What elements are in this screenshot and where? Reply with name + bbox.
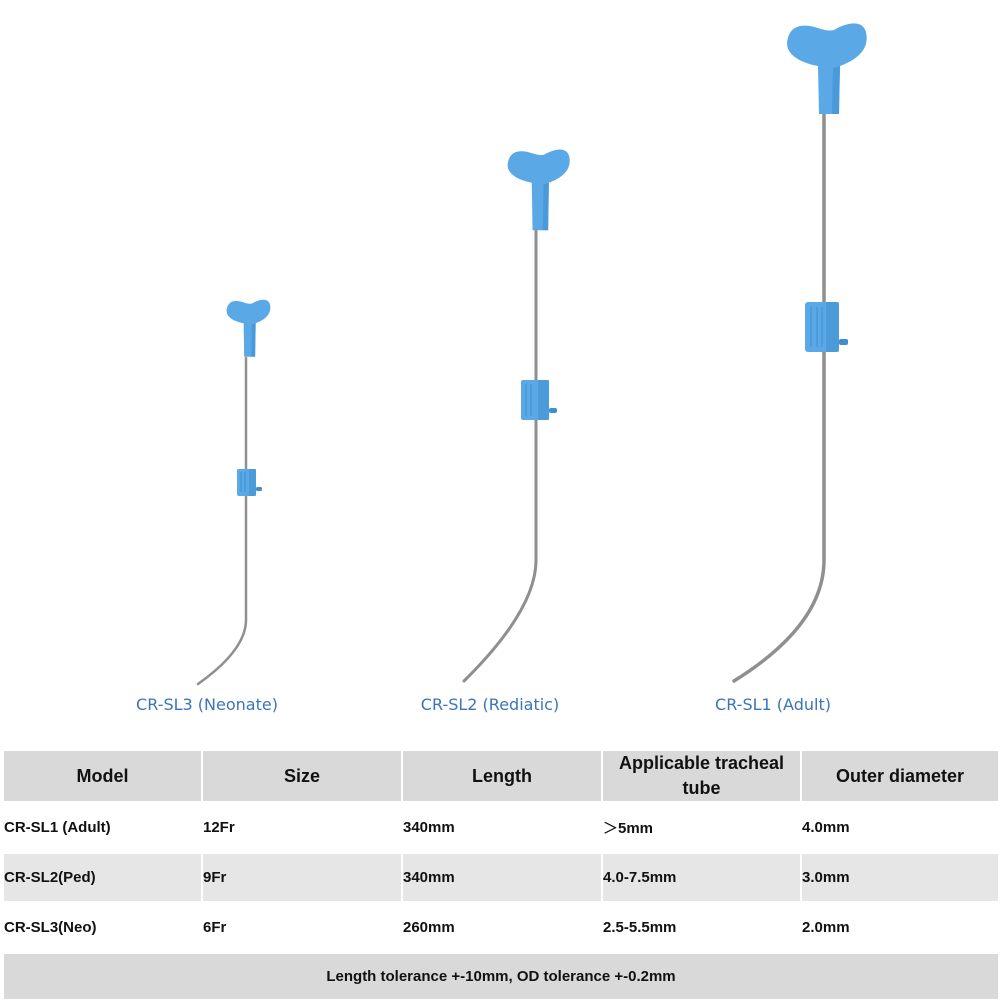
header-model: Model	[4, 751, 201, 804]
cell-size: 9Fr	[201, 854, 401, 904]
header-outer-diameter: Outer diameter	[800, 751, 998, 804]
header-tracheal-tube: Applicable tracheal tube	[601, 751, 800, 804]
cell-tracheal-tube: 4.0-7.5mm	[601, 854, 800, 904]
table-row	[4, 854, 998, 904]
cell-model: CR-SL2(Ped)	[4, 854, 201, 904]
header-size: Size	[201, 751, 401, 804]
tolerance-note: Length tolerance +-10mm, OD tolerance +-0.2mm	[4, 954, 998, 999]
table-row	[4, 804, 998, 854]
specification-table	[4, 751, 998, 999]
cell-size: 6Fr	[201, 904, 401, 954]
cell-length: 260mm	[401, 904, 601, 954]
tolerance-note-row	[4, 954, 998, 999]
cell-tracheal-tube: 2.5-5.5mm	[601, 904, 800, 954]
adult-stylet-stopper	[805, 302, 848, 352]
cell-length: 340mm	[401, 854, 601, 904]
pediatric-stylet-wire	[464, 226, 536, 681]
pediatric-stylet	[464, 150, 570, 681]
adult-stylet-handle	[787, 23, 867, 114]
table-row	[4, 904, 998, 954]
neonate-stylet-wire	[198, 358, 246, 684]
cell-outer-diameter: 3.0mm	[800, 854, 998, 904]
header-length: Length	[401, 751, 601, 804]
table-header-row	[4, 751, 998, 804]
cell-length: 340mm	[401, 804, 601, 854]
neonate-stylet-handle	[227, 300, 271, 357]
pediatric-stylet-stopper	[521, 380, 557, 420]
cell-model: CR-SL1 (Adult)	[4, 804, 201, 854]
cell-outer-diameter: 2.0mm	[800, 904, 998, 954]
adult-caption: CR-SL1 (Adult)	[715, 695, 831, 714]
adult-stylet	[734, 23, 867, 681]
pediatric-stylet-handle	[508, 150, 570, 231]
pediatric-caption: CR-SL2 (Rediatic)	[420, 695, 560, 714]
neonate-stylet-stopper	[237, 469, 262, 496]
cell-size: 12Fr	[201, 804, 401, 854]
neonate-stylet	[198, 300, 270, 684]
cell-tracheal-tube: ＞5mm	[601, 804, 800, 854]
cell-outer-diameter: 4.0mm	[800, 804, 998, 854]
adult-stylet-wire	[734, 112, 824, 681]
neonate-caption: CR-SL3 (Neonate)	[136, 695, 278, 714]
cell-model: CR-SL3(Neo)	[4, 904, 201, 954]
